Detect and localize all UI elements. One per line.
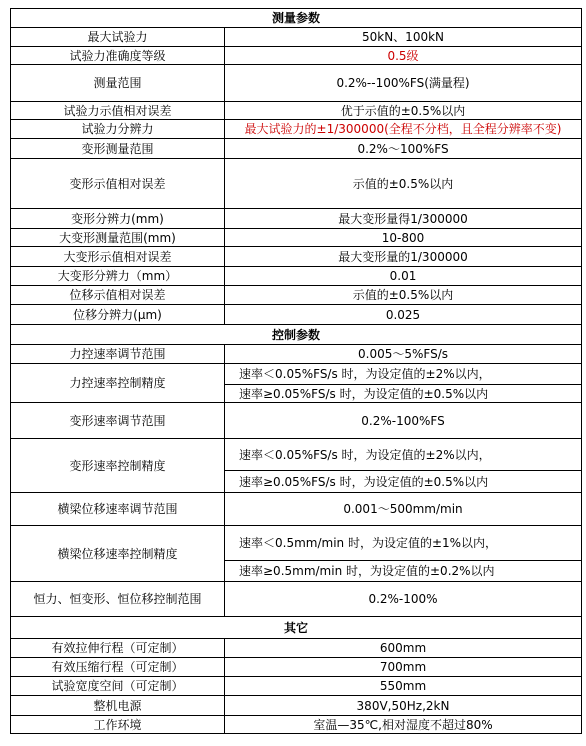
row-label: 变形速率调节范围: [11, 403, 225, 439]
row-value: 10-800: [225, 229, 582, 247]
row-value: 最大变形量得1/300000: [225, 209, 582, 229]
row-value: 0.2%-100%FS: [225, 403, 582, 439]
row-label: 有效拉伸行程（可定制）: [11, 639, 225, 658]
row-label: 位移分辨力(μm): [11, 305, 225, 325]
section-title-control: 控制参数: [11, 325, 582, 345]
row-label: 整机电源: [11, 696, 225, 716]
row-value: 示值的±0.5%以内: [225, 159, 582, 209]
row-value: 速率＜0.05%FS/s 时，为设定值的±2%以内，: [225, 439, 582, 471]
section-title-measurement: 测量参数: [11, 9, 582, 28]
row-label: 横梁位移速率控制精度: [11, 526, 225, 582]
row-value: 室温—35℃,相对湿度不超过80%: [225, 716, 582, 734]
row-value: 0.2%～100%FS: [225, 139, 582, 159]
row-value: 速率≥0.05%FS/s 时，为设定值的±0.5%以内: [225, 385, 582, 403]
row-label: 有效压缩行程（可定制）: [11, 658, 225, 677]
row-value: 0.025: [225, 305, 582, 325]
row-label: 最大试验力: [11, 28, 225, 47]
row-value: 速率≥0.5mm/min 时，为设定值的±0.2%以内: [225, 561, 582, 582]
row-value: 550mm: [225, 677, 582, 696]
row-label: 大变形测量范围(mm): [11, 229, 225, 247]
row-value: 50kN、100kN: [225, 28, 582, 47]
row-value: 0.001～500mm/min: [225, 493, 582, 526]
row-value: 600mm: [225, 639, 582, 658]
row-label: 试验宽度空间（可定制）: [11, 677, 225, 696]
row-value: 0.2%-100%: [225, 582, 582, 617]
row-label: 变形分辨力(mm): [11, 209, 225, 229]
section-title-other: 其它: [11, 617, 582, 639]
row-value: 380V,50Hz,2kN: [225, 696, 582, 716]
row-value: 0.2%--100%FS(满量程): [225, 65, 582, 102]
row-value: 最大变形量的1/300000: [225, 247, 582, 267]
row-label: 位移示值相对误差: [11, 286, 225, 305]
row-label: 试验力示值相对误差: [11, 102, 225, 120]
row-value: 最大试验力的±1/300000(全程不分档，且全程分辨率不变): [225, 120, 582, 139]
row-label: 测量范围: [11, 65, 225, 102]
row-value: 示值的±0.5%以内: [225, 286, 582, 305]
row-label: 试验力准确度等级: [11, 47, 225, 65]
row-value: 速率＜0.5mm/min 时，为设定值的±1%以内，: [225, 526, 582, 561]
row-value: 0.005～5%FS/s: [225, 345, 582, 364]
row-label: 变形测量范围: [11, 139, 225, 159]
row-label: 工作环境: [11, 716, 225, 734]
row-label: 力控速率调节范围: [11, 345, 225, 364]
row-label: 力控速率控制精度: [11, 364, 225, 403]
row-label: 恒力、恒变形、恒位移控制范围: [11, 582, 225, 617]
row-label: 横梁位移速率调节范围: [11, 493, 225, 526]
row-label: 变形示值相对误差: [11, 159, 225, 209]
row-value: 速率＜0.05%FS/s 时，为设定值的±2%以内，: [225, 364, 582, 385]
row-value: 优于示值的±0.5%以内: [225, 102, 582, 120]
row-label: 大变形示值相对误差: [11, 247, 225, 267]
row-value: 速率≥0.05%FS/s 时，为设定值的±0.5%以内: [225, 471, 582, 493]
row-label: 试验力分辨力: [11, 120, 225, 139]
row-value: 0.5级: [225, 47, 582, 65]
row-value: 700mm: [225, 658, 582, 677]
row-label: 变形速率控制精度: [11, 439, 225, 493]
row-label: 大变形分辨力（mm）: [11, 267, 225, 286]
spec-table: [10, 8, 582, 734]
row-value: 0.01: [225, 267, 582, 286]
